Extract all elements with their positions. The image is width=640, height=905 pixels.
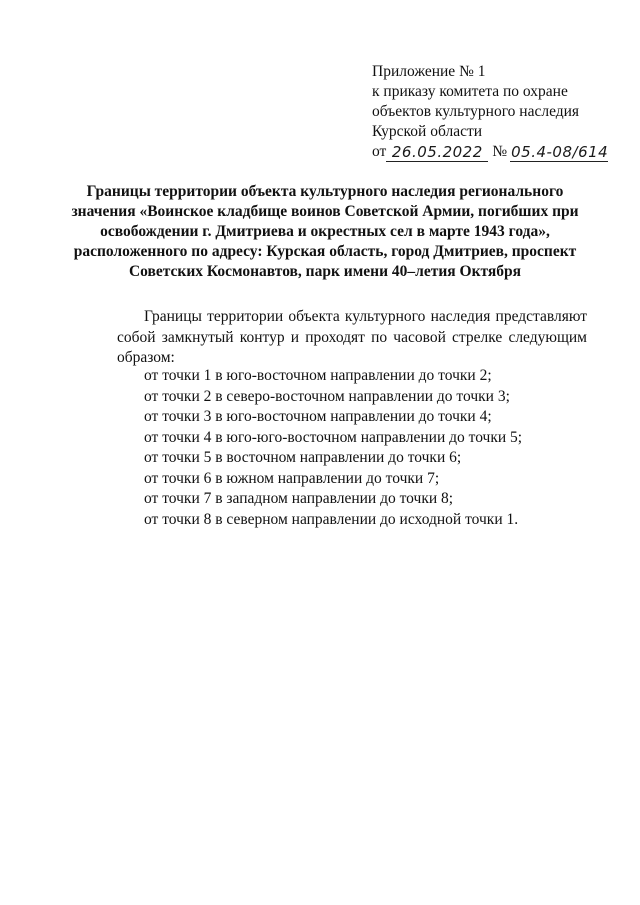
appendix-committee: объектов культурного наследия [372,103,580,120]
appendix-number: Приложение № 1 [372,63,486,80]
appendix-region: Курской области [372,123,483,140]
order-date-number-line [372,142,622,162]
boundary-step: от точки 4 в юго-юго-восточном направлении до точки 5; [144,428,523,446]
boundary-step: от точки 7 в западном направлении до точки 8; [144,490,454,507]
boundary-step: от точки 8 в северном направлении до исходной точки 1. [144,510,519,528]
from-label: от [372,143,387,160]
order-number-handwritten: 05.4-08/614 [511,143,609,161]
boundary-steps-list [144,366,594,530]
boundary-step: от точки 1 в юго-восточном направлении до точки 2; [144,367,492,384]
number-sign: № [492,143,508,160]
intro-paragraph [117,307,587,369]
boundary-step: от точки 5 в восточном направлении до точки 6; [144,449,462,466]
appendix-header [372,62,622,162]
document-title: Границы территории объекта культурного наследия регионального значения «Воинское кладбище воинов Советской Армии, погибших при освобождении г. Дмитриева и окрестных сел в марте 1943 года», расположенного по адресу: Курская область, город Дмитриев, проспект Советских Космонавтов, парк имени 40–летия Октября [71,183,579,280]
boundary-step: от точки 3 в юго-восточном направлении до точки 4; [144,408,492,425]
intro-text: Границы территории объекта культурного наследия представляют собой замкнутый контур и проходят по часовой стрелке следующим образом: [117,308,587,366]
order-date-handwritten: 26.05.2022 [386,144,488,162]
appendix-order-ref: к приказу комитета по охране [372,83,568,100]
boundary-step: от точки 6 в южном направлении до точки 7; [144,469,440,487]
boundary-step: от точки 2 в северо-восточном направлении до точки 3; [144,387,510,405]
